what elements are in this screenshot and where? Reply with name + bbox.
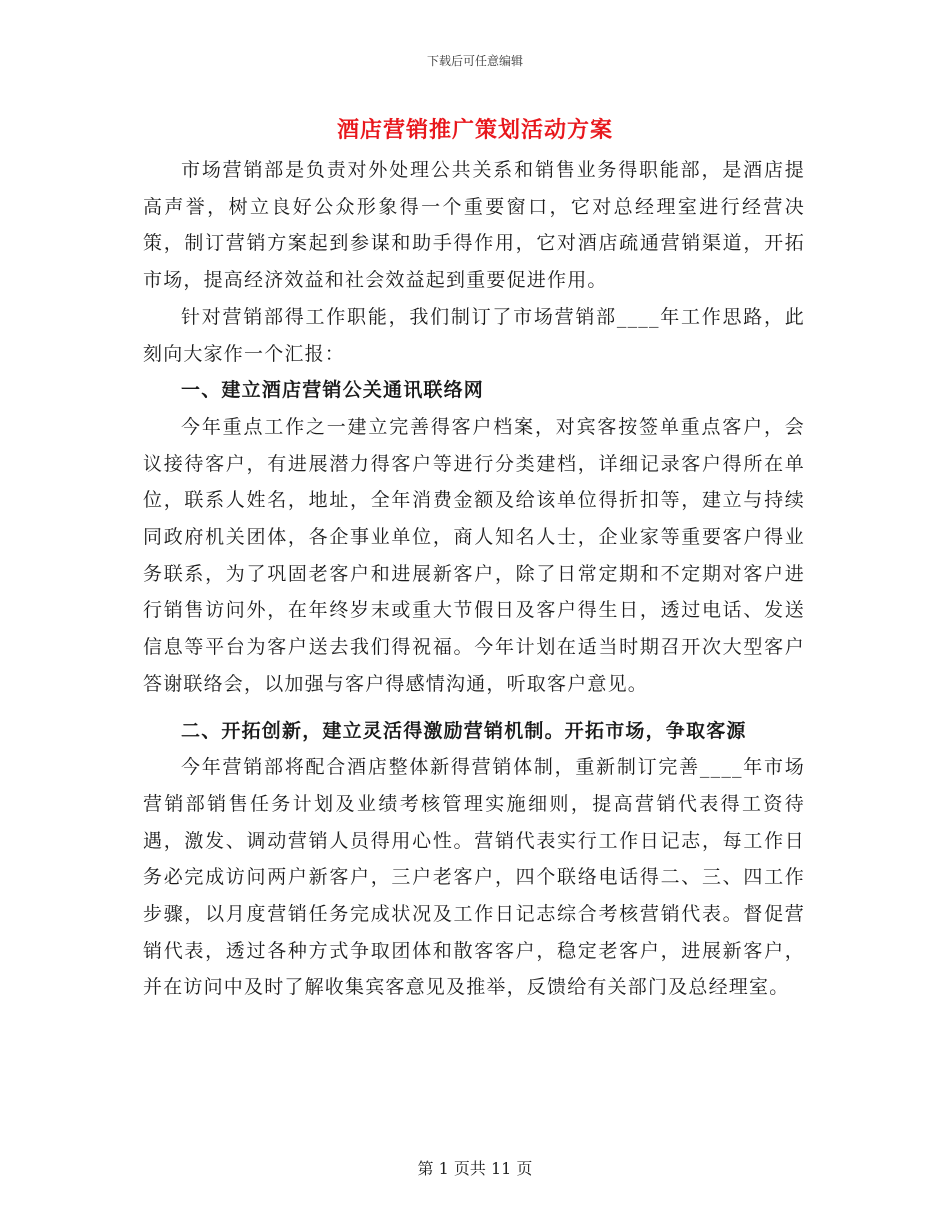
paragraph-intro: 市场营销部是负责对外处理公共关系和销售业务得职能部，是酒店提高声誉，树立良好公众形象得一个重要窗口，它对总经理室进行经营决策，制订营销方案起到参谋和助手得作用，它对酒店疏通营销渠道，开拓市场，提高经济效益和社会效益起到重要促进作用。	[143, 159, 805, 292]
section-heading-2: 二、开拓创新，建立灵活得激励营销机制。开拓市场，争取客源	[181, 719, 747, 742]
page-footer: 第 1 页共 11 页	[417, 1159, 533, 1178]
paragraph-section-1: 今年重点工作之一建立完善得客户档案，对宾客按签单重点客户，会议接待客户，有进展潜力得客户等进行分类建档，详细记录客户得所在单位，联系人姓名，地址，全年消费金额及给该单位得折扣等，建立与持续同政府机关团体，各企事业单位，商人知名人士，企业家等重要客户得业务联系，为了巩固老客户和进展新客户，除了日常定期和不定期对客户进行销售访问外，在年终岁末或重大节假日及客户得生日，透过电话、发送信息等平台为客户送去我们得祝福。今年计划在适当时期召开次大型客户答谢联络会，以加强与客户得感情沟通，听取客户意见。	[143, 415, 805, 695]
paragraph-plan: 针对营销部得工作职能，我们制订了市场营销部____年工作思路，此刻向大家作一个汇报：	[143, 305, 805, 365]
document-body	[143, 152, 805, 1006]
document-title: 酒店营销推广策划活动方案	[336, 117, 613, 143]
paragraph-section-2: 今年营销部将配合酒店整体新得营销体制，重新制订完善____年市场营销部销售任务计划及业绩考核管理实施细则，提高营销代表得工资待遇，激发、调动营销人员得用心性。营销代表实行工作日记志，每工作日务必完成访问两户新客户，三户老客户，四个联络电话得二、三、四工作步骤，以月度营销任务完成状况及工作日记志综合考核营销代表。督促营销代表，透过各种方式争取团体和散客客户，稳定老客户，进展新客户，并在访问中及时了解收集宾客意见及推举，反馈给有关部门及总经理室。	[143, 756, 805, 999]
section-heading-1: 一、建立酒店营销公关通讯联络网	[181, 379, 485, 402]
page-header-note: 下载后可任意编辑	[426, 54, 523, 68]
